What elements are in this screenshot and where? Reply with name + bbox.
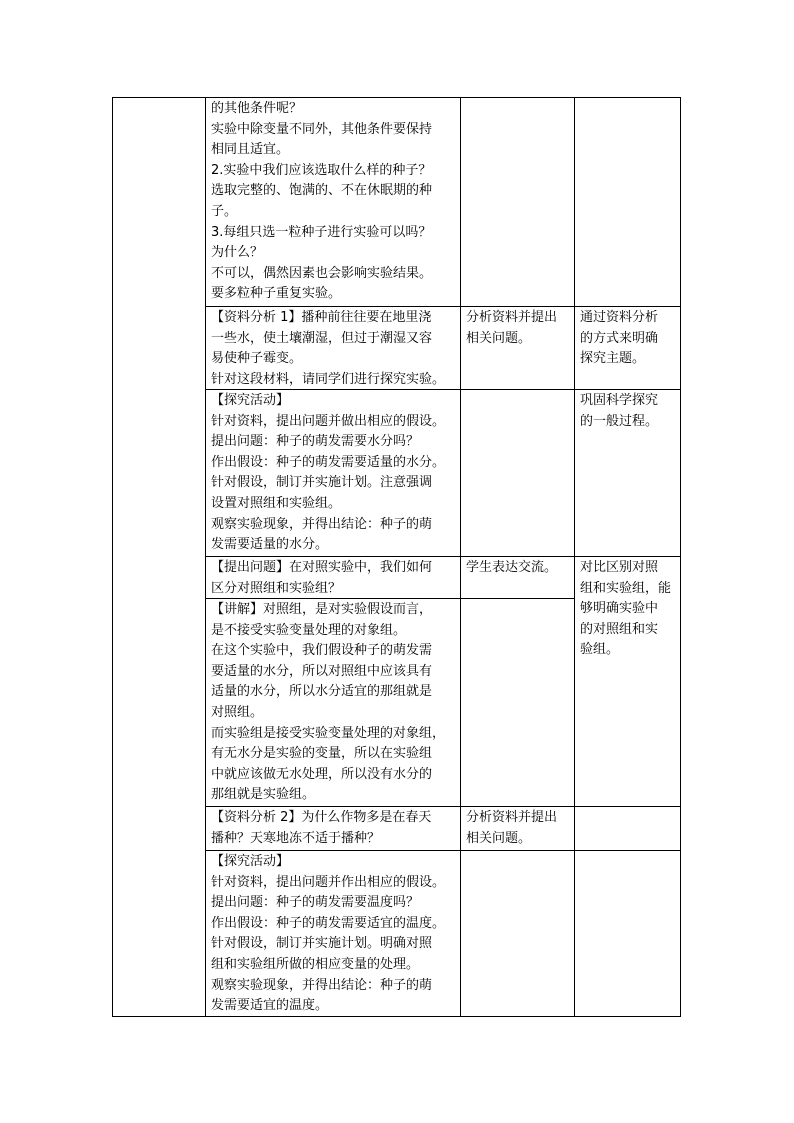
cell-text-line: 而实验组是接受实验变量处理的对象组， <box>211 725 446 741</box>
cell-text-line: 针对资料，提出问题并作出相应的假设。 <box>211 874 446 890</box>
cell-text-line: 适量的水分，所以水分适宜的那组就是 <box>211 684 433 700</box>
cell-text-line: 【探究活动】 <box>211 393 290 408</box>
content-cell <box>211 99 458 306</box>
cell-text-line: 相关问题。 <box>466 330 532 346</box>
cell-text-line: 提出问题：种子的萌发需要水分吗？ <box>211 434 420 450</box>
cell-text-line: 组和实验组所做的相应变量的处理。 <box>211 956 420 972</box>
row-border <box>205 806 575 807</box>
cell-text-line: 对照组。 <box>211 704 264 720</box>
cell-text-line: 为什么？ <box>211 245 264 261</box>
content-cell <box>211 308 458 389</box>
cell-text-line: 在这个实验中，我们假设种子的萌发需 <box>211 643 433 659</box>
row-border <box>112 97 681 98</box>
cell-text-line: 的其他条件呢？ <box>211 101 303 116</box>
student-activity-cell <box>466 308 572 389</box>
cell-text-line: 是不接受实验变量处理的对象组。 <box>211 622 407 638</box>
cell-text-line: 要多粒种子重复实验。 <box>211 286 342 302</box>
design-intent-cell <box>580 391 678 556</box>
column-border <box>205 97 206 1017</box>
cell-text-line: 【资料分析 1】播种前往往要在地里浇 <box>211 310 432 325</box>
cell-text-line: 对比区别对照 <box>580 560 659 575</box>
cell-text-line: 针对资料，提出问题并做出相应的假设。 <box>211 413 446 429</box>
cell-text-line: 的对照组和实 <box>580 621 659 637</box>
cell-text-line: 分析资料并提出 <box>466 810 558 825</box>
row-border <box>205 598 575 599</box>
row-border <box>205 850 575 851</box>
cell-text-line: 相同且适宜。 <box>211 142 290 158</box>
cell-text-line: 【探究活动】 <box>211 854 290 869</box>
cell-text-line: 要适量的水分，所以对照组中应该具有 <box>211 663 433 679</box>
cell-text-line: 实验中除变量不同外，其他条件要保持 <box>211 121 433 137</box>
content-cell <box>211 600 458 806</box>
content-cell <box>211 852 458 1016</box>
cell-text-line: 【讲解】对照组，是对实验假设而言， <box>211 602 433 617</box>
cell-text-line: 作出假设：种子的萌发需要适宜的温度。 <box>211 915 446 931</box>
row-border <box>574 306 681 307</box>
cell-text-line: 设置对照组和实验组。 <box>211 495 342 511</box>
column-border <box>680 97 681 1017</box>
content-cell <box>211 808 458 850</box>
cell-text-line: 相关问题。 <box>466 830 532 846</box>
row-border <box>205 389 575 390</box>
row-border <box>574 806 681 807</box>
student-activity-cell <box>466 558 572 598</box>
cell-text-line: 学生表达交流。 <box>466 560 558 575</box>
content-cell <box>211 558 458 598</box>
design-intent-cell <box>580 308 678 389</box>
row-border <box>205 306 575 307</box>
row-border <box>112 1016 681 1017</box>
cell-text-line: 那组就是实验组。 <box>211 787 316 803</box>
cell-text-line: 观察实验现象，并得出结论：种子的萌 <box>211 977 433 993</box>
cell-text-line: 作出假设：种子的萌发需要适量的水分。 <box>211 454 446 470</box>
cell-text-line: 的方式来明确 <box>580 330 659 346</box>
cell-text-line: 播种？天寒地冻不适于播种？ <box>211 830 381 846</box>
cell-text-line: 发需要适宜的温度。 <box>211 998 329 1014</box>
cell-text-line: 3.每组只选一粒种子进行实验可以吗？ <box>211 224 432 240</box>
row-border <box>574 850 681 851</box>
cell-text-line: 【资料分析 2】为什么作物多是在春天 <box>211 810 432 825</box>
cell-text-line: 组和实验组，能 <box>580 580 672 596</box>
row-border <box>574 556 681 557</box>
cell-text-line: 针对这段材料，请同学们进行探究实验。 <box>211 371 446 387</box>
cell-text-line: 巩固科学探究 <box>580 393 659 408</box>
cell-text-line: 子。 <box>211 203 238 219</box>
cell-text-line: 区分对照组和实验组？ <box>211 580 342 596</box>
cell-text-line: 提出问题：种子的萌发需要温度吗？ <box>211 895 420 911</box>
design-intent-cell <box>580 558 678 806</box>
cell-text-line: 一些水，使土壤潮湿，但过于潮湿又容 <box>211 330 433 346</box>
cell-text-line: 验组。 <box>580 642 620 658</box>
cell-text-line: 易使种子霉变。 <box>211 351 303 367</box>
cell-text-line: 观察实验现象，并得出结论：种子的萌 <box>211 516 433 532</box>
cell-text-line: 的一般过程。 <box>580 413 659 429</box>
cell-text-line: 发需要适量的水分。 <box>211 537 329 553</box>
cell-text-line: 有无水分是实验的变量，所以在实验组 <box>211 746 433 762</box>
cell-text-line: 2.实验中我们应该选取什么样的种子？ <box>211 162 432 178</box>
row-border <box>205 556 575 557</box>
cell-text-line: 不可以，偶然因素也会影响实验结果。 <box>211 265 433 281</box>
cell-text-line: 针对假设，制订并实施计划。注意强调 <box>211 475 433 491</box>
row-border <box>574 389 681 390</box>
cell-text-line: 分析资料并提出 <box>466 310 558 325</box>
cell-text-line: 中就应该做无水处理，所以没有水分的 <box>211 766 433 782</box>
cell-text-line: 通过资料分析 <box>580 310 659 325</box>
cell-text-line: 够明确实验中 <box>580 601 659 617</box>
cell-text-line: 【提出问题】在对照实验中，我们如何 <box>211 560 433 575</box>
student-activity-cell <box>466 808 572 850</box>
content-cell <box>211 391 458 556</box>
column-border <box>574 97 575 1017</box>
cell-text-line: 针对假设，制订并实施计划。明确对照 <box>211 936 433 952</box>
cell-text-line: 探究主题。 <box>580 351 646 367</box>
column-border <box>460 97 461 1017</box>
column-border <box>112 97 113 1017</box>
cell-text-line: 选取完整的、饱满的、不在休眠期的种 <box>211 183 433 199</box>
